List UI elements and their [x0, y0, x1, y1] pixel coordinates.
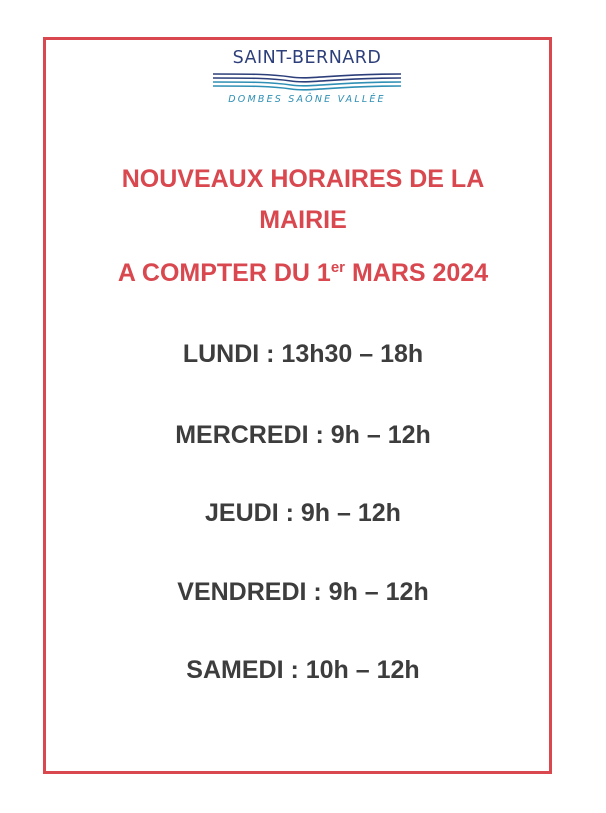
wave-lines-icon — [211, 70, 403, 92]
notice-title-line-1: NOUVEAUX HORAIRES DE LA — [121, 165, 485, 193]
schedule-day: SAMEDI — [186, 656, 284, 684]
schedule-hours: 9h – 12h — [300, 499, 401, 527]
schedule-day: LUNDI — [182, 340, 260, 368]
schedule-hours: 9h – 12h — [328, 578, 429, 606]
schedule-day: VENDREDI — [177, 578, 307, 606]
effective-date-suffix: MARS 2024 — [345, 259, 489, 287]
schedule-row-saturday: SAMEDI : 10h – 12h — [186, 656, 420, 684]
schedule-hours: 13h30 – 18h — [281, 340, 424, 368]
logo-tagline: DOMBES SAÔNE VALLÉE — [228, 94, 386, 105]
effective-date-superscript: er — [330, 259, 346, 276]
schedule-day: JEUDI — [205, 499, 279, 527]
schedule-row-wednesday: MERCREDI : 9h – 12h — [175, 421, 431, 449]
notice-title-line-2: MAIRIE — [259, 206, 347, 234]
schedule-hours: 9h – 12h — [330, 421, 431, 449]
schedule-row-monday: LUNDI : 13h30 – 18h — [182, 340, 424, 368]
logo-name: SAINT-BERNARD — [232, 48, 382, 68]
schedule-row-thursday: JEUDI : 9h – 12h — [205, 499, 401, 527]
effective-date-prefix: A COMPTER DU 1 — [117, 259, 331, 287]
schedule-row-friday: VENDREDI : 9h – 12h — [177, 578, 429, 606]
effective-date — [60, 258, 546, 288]
municipality-logo — [211, 48, 403, 110]
schedule-hours: 10h – 12h — [305, 656, 420, 684]
schedule-day: MERCREDI — [175, 421, 309, 449]
